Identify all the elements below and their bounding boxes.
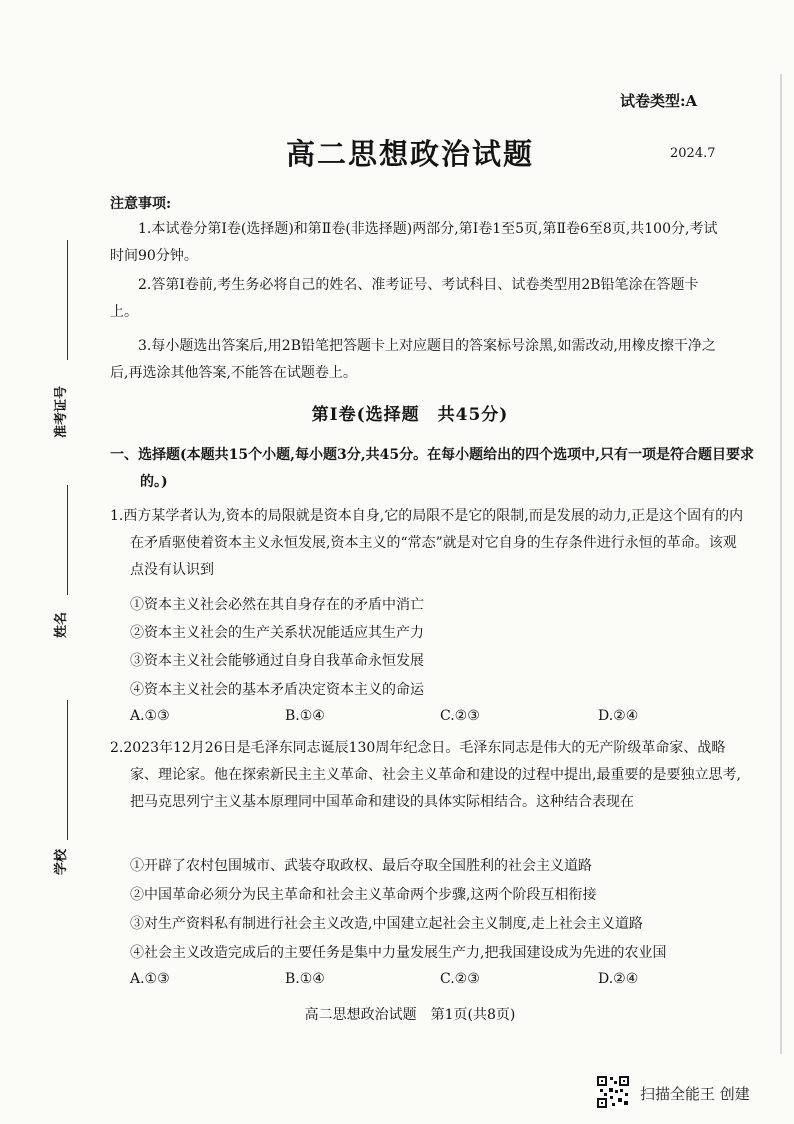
question-stem: 1.西方某学者认为,资本的局限就是资本自身,它的局限不是它的限制,而是发展的动力,正是这个固有的内在矛盾驱使着资本主义永恒发展,资本主义的“常态”就是对它自身的生存条件进行永恒的革命。该观点没有认识到 [110,508,744,578]
answer-choice-a: A.①③ [130,708,170,724]
scan-edge [780,74,782,1054]
scanner-brand: 扫描全能王 创建 [640,1085,750,1103]
side-label-name: 姓名 [54,611,69,638]
binding-line [67,240,68,360]
answer-choice-c: C.②③ [440,971,480,987]
question-option: ①开辟了农村包围城市、武装夺取政权、最后夺取全国胜利的社会主义道路 [130,858,592,874]
answer-choice-a: A.①③ [130,971,170,987]
answer-choice-c: C.②③ [440,708,480,724]
exam-date: 2024.7 [670,146,716,161]
answer-choice-b: B.①④ [285,708,325,724]
binding-line [67,700,68,840]
question-stem: 2.2023年12月26日是毛泽东同志诞辰130周年纪念日。毛泽东同志是伟大的无产阶级革命家、战略家、理论家。他在探索新民主主义革命、社会主义革命和建设的过程中提出,最重要的是要独立思考,把马克思列宁主义基本原理同中国革命和建设的具体实际相结合。这种结合表现在 [110,740,741,810]
notice-item: 1.本试卷分第Ⅰ卷(选择题)和第Ⅱ卷(非选择题)两部分,第Ⅰ卷1至5页,第Ⅱ卷6至8页,共100分,考试时间90分钟。 [110,221,718,264]
question-option: ②中国革命必须分为民主革命和社会主义革命两个步骤,这两个阶段互相衔接 [130,887,597,903]
page-footer: 高二思想政治试题 第1页(共8页) [304,1007,516,1023]
binding-line [67,485,68,595]
question-option: ②资本主义社会的生产关系状况能适应其生产力 [130,625,424,641]
paper-type: 试卷类型:A [620,92,698,110]
qr-code-icon [596,1075,630,1109]
question-option: ④社会主义改造完成后的主要任务是集中力量发展生产力,把我国建设成为先进的农业国 [130,945,667,961]
page-title: 高二思想政治试题 [285,137,534,171]
question-option: ③对生产资料私有制进行社会主义改造,中国建立起社会主义制度,走上社会主义道路 [130,916,643,932]
answer-choice-d: D.②④ [598,708,639,724]
answer-choice-d: D.②④ [598,971,639,987]
question-option: ③资本主义社会能够通过自身自我革命永恒发展 [130,653,424,669]
section-instruction: 一、选择题(本题共15个小题,每小题3分,共45分。在每小题给出的四个选项中,只有一项是符合题目要求的。) [110,447,754,490]
question-option: ④资本主义社会的基本矛盾决定资本主义的命运 [130,682,424,698]
answer-choice-b: B.①④ [285,971,325,987]
side-label-exam-id: 准考证号 [54,385,69,438]
section-title: 第Ⅰ卷(选择题 共45分) [311,405,509,425]
question-option: ①资本主义社会必然在其自身存在的矛盾中消亡 [130,597,424,613]
notice-item: 2.答第Ⅰ卷前,考生务必将自己的姓名、准考证号、考试科目、试卷类型用2B铅笔涂在答题卡上。 [110,277,699,320]
notice-heading: 注意事项: [110,196,172,212]
notice-item: 3.每小题选出答案后,用2B铅笔把答题卡上对应题目的答案标号涂黑,如需改动,用橡皮擦干净之后,再选涂其他答案,不能答在试题卷上。 [110,338,716,381]
side-label-school: 学校 [54,848,69,875]
